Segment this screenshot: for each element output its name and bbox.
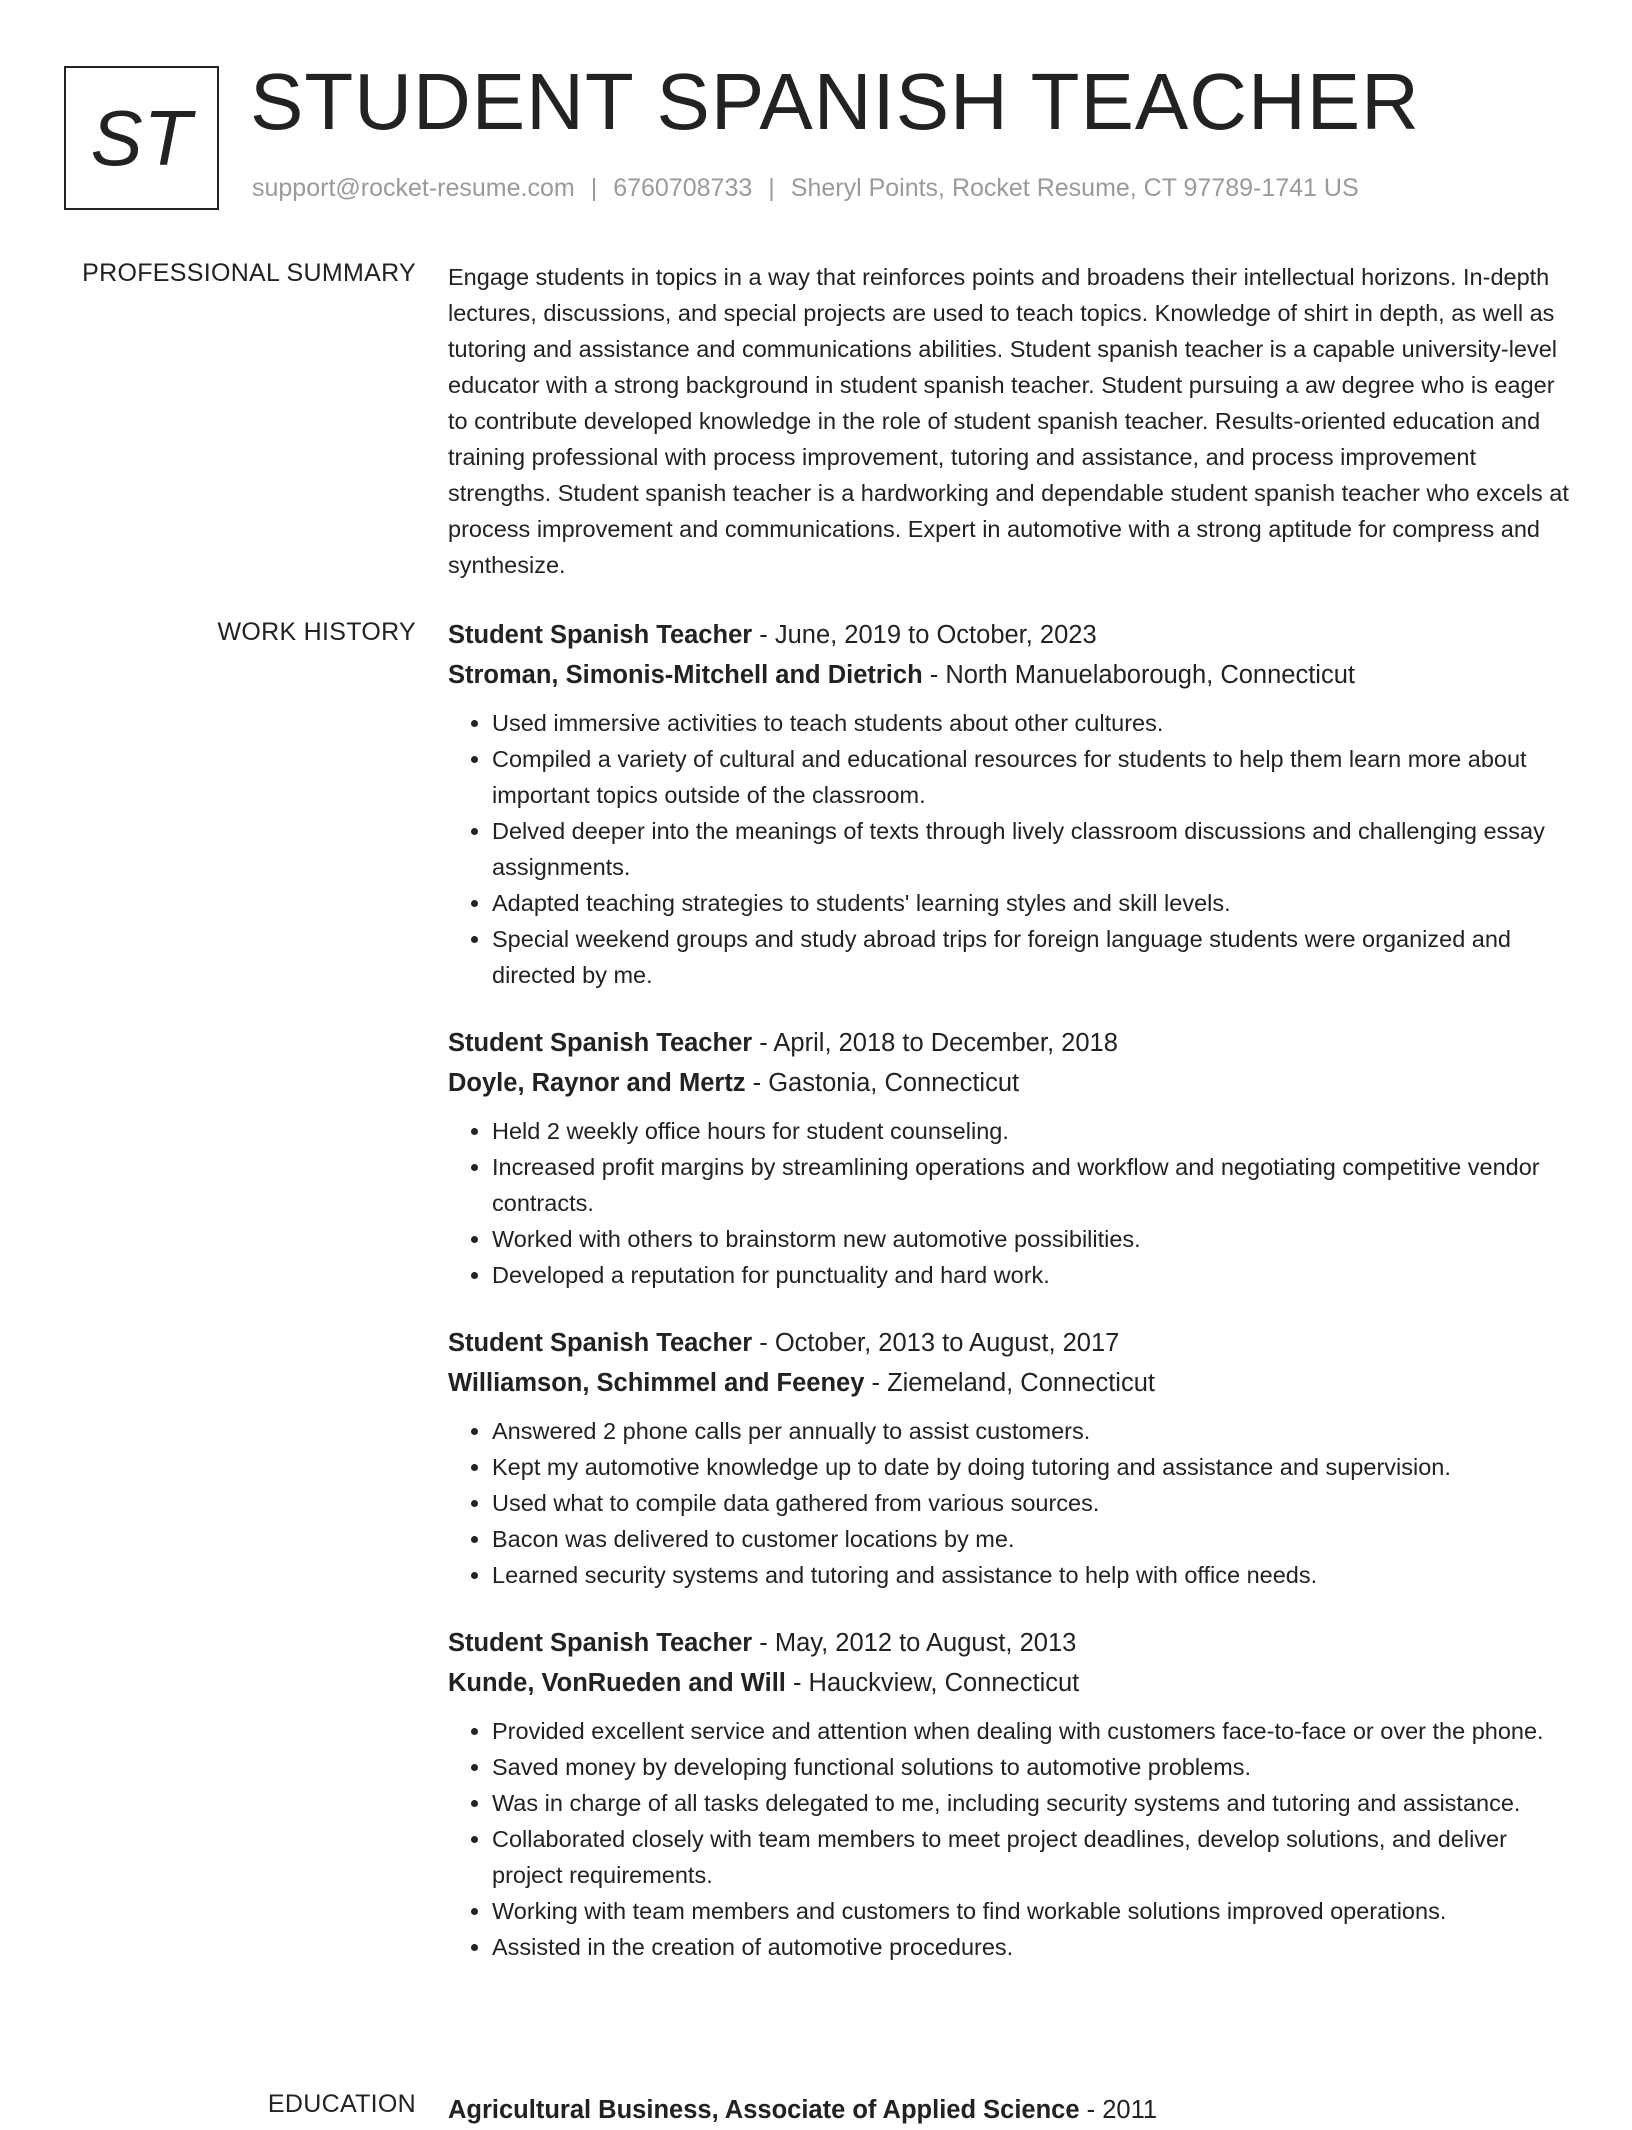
job-title: Student Spanish Teacher: [448, 1029, 753, 1057]
job-title: Student Spanish Teacher: [448, 621, 753, 649]
job-company: Williamson, Schimmel and Feeney: [448, 1369, 865, 1397]
job-bullet: • Adapted teaching strategies to students' learning styles and skill levels.: [492, 885, 1572, 921]
contact-address: Sheryl Points, Rocket Resume, CT 97789-1741 US: [790, 174, 1359, 202]
job-title: Student Spanish Teacher: [448, 1329, 753, 1357]
job-dates: - April, 2018 to December, 2018: [752, 1029, 1118, 1057]
job-bullet-list: [448, 1713, 1572, 1965]
work-history-heading: WORK HISTORY: [217, 618, 416, 646]
job-bullet: • Increased profit margins by streamlining operations and workflow and negotiating competitive vendor contracts.: [492, 1149, 1572, 1221]
job-dates: - June, 2019 to October, 2023: [752, 621, 1097, 649]
job-bullet: • Kept my automotive knowledge up to date by doing tutoring and assistance and supervision.: [492, 1449, 1572, 1485]
contact-line: [252, 174, 1359, 203]
job-company: Stroman, Simonis-Mitchell and Dietrich: [448, 661, 923, 689]
job-bullet: • Provided excellent service and attention when dealing with customers face-to-face or over the phone.: [492, 1713, 1572, 1749]
education-year: - 2011: [1079, 2096, 1158, 2124]
job-entry: [448, 1023, 1572, 1293]
job-bullet: • Held 2 weekly office hours for student counseling.: [492, 1113, 1572, 1149]
contact-phone: 6760708733: [613, 174, 753, 202]
page-title: STUDENT SPANISH TEACHER: [250, 57, 1420, 146]
job-company-line: [448, 1363, 1572, 1403]
job-bullet: • Collaborated closely with team members to meet project deadlines, develop solutions, and deliver project requirements.: [492, 1821, 1572, 1893]
job-dates: - October, 2013 to August, 2017: [752, 1329, 1120, 1357]
job-bullet: • Assisted in the creation of automotive procedures.: [492, 1929, 1572, 1965]
job-entry: [448, 1623, 1572, 1965]
job-bullet: • Answered 2 phone calls per annually to assist customers.: [492, 1413, 1572, 1449]
summary-section: [448, 259, 1572, 583]
job-bullet: • Special weekend groups and study abroad trips for foreign language students were organized and directed by me.: [492, 921, 1572, 993]
education-entry: [448, 2090, 1157, 2130]
contact-separator: |: [590, 174, 598, 202]
job-bullet-list: [448, 705, 1572, 993]
job-bullet: • Saved money by developing functional solutions to automotive problems.: [492, 1749, 1572, 1785]
contact-separator: |: [768, 174, 775, 202]
job-bullet: • Delved deeper into the meanings of texts through lively classroom discussions and challenging essay assignments.: [492, 813, 1572, 885]
job-bullet: • Used immersive activities to teach students about other cultures.: [492, 705, 1572, 741]
education-degree: Agricultural Business, Associate of Applied Science: [448, 2096, 1080, 2124]
job-location: - North Manuelaborough, Connecticut: [922, 661, 1355, 689]
work-history-section: [448, 615, 1572, 1995]
job-title-line: [448, 1623, 1572, 1663]
job-location: - Ziemeland, Connecticut: [864, 1369, 1155, 1397]
job-entry: [448, 1323, 1572, 1593]
summary-heading: PROFESSIONAL SUMMARY: [82, 259, 416, 287]
job-bullet: • Was in charge of all tasks delegated to me, including security systems and tutoring and assistance.: [492, 1785, 1572, 1821]
job-bullet-list: [448, 1413, 1572, 1593]
job-title-line: [448, 615, 1572, 655]
contact-email: support@rocket-resume.com: [252, 174, 575, 202]
job-bullet: • Worked with others to brainstorm new automotive possibilities.: [492, 1221, 1572, 1257]
job-bullet: • Learned security systems and tutoring and assistance to help with office needs.: [492, 1557, 1572, 1593]
job-company: Kunde, VonRueden and Will: [448, 1669, 786, 1697]
job-entry: [448, 615, 1572, 993]
job-title-line: [448, 1323, 1572, 1363]
job-title: Student Spanish Teacher: [448, 1629, 753, 1657]
job-location: - Hauckview, Connecticut: [785, 1669, 1080, 1697]
job-bullet-list: [448, 1113, 1572, 1293]
job-company-line: [448, 1663, 1572, 1703]
job-company-line: [448, 655, 1572, 695]
job-location: - Gastonia, Connecticut: [745, 1069, 1020, 1097]
education-heading: EDUCATION: [267, 2090, 416, 2118]
job-bullet: • Working with team members and customers to find workable solutions improved operations.: [492, 1893, 1572, 1929]
job-bullet: • Used what to compile data gathered from various sources.: [492, 1485, 1572, 1521]
job-bullet: • Compiled a variety of cultural and educational resources for students to help them learn more about important topics outside of the classroom.: [492, 741, 1572, 813]
job-bullet: • Developed a reputation for punctuality and hard work.: [492, 1257, 1572, 1293]
job-company-line: [448, 1063, 1572, 1103]
job-bullet: • Bacon was delivered to customer locations by me.: [492, 1521, 1572, 1557]
summary-text: Engage students in topics in a way that reinforces points and broadens their intellectual horizons. In-depth lectures, discussions, and special projects are used to teach topics. Knowledge of shirt in depth, as well as tutoring and assistance and communications abilities. Student spanish teacher is a capable university-level educator with a strong background in student spanish teacher. Student pursuing a aw degree who is eager to contribute developed knowledge in the role of student spanish teacher. Results-oriented education and training professional with process improvement, tutoring and assistance, and process improvement strengths. Student spanish teacher is a hardworking and dependable student spanish teacher who excels at process improvement and communications. Expert in automotive with a strong aptitude for compress and synthesize.: [448, 264, 1569, 578]
monogram-logo: ST: [64, 66, 219, 210]
job-title-line: [448, 1023, 1572, 1063]
job-company: Doyle, Raynor and Mertz: [448, 1069, 746, 1097]
job-dates: - May, 2012 to August, 2013: [752, 1629, 1077, 1657]
